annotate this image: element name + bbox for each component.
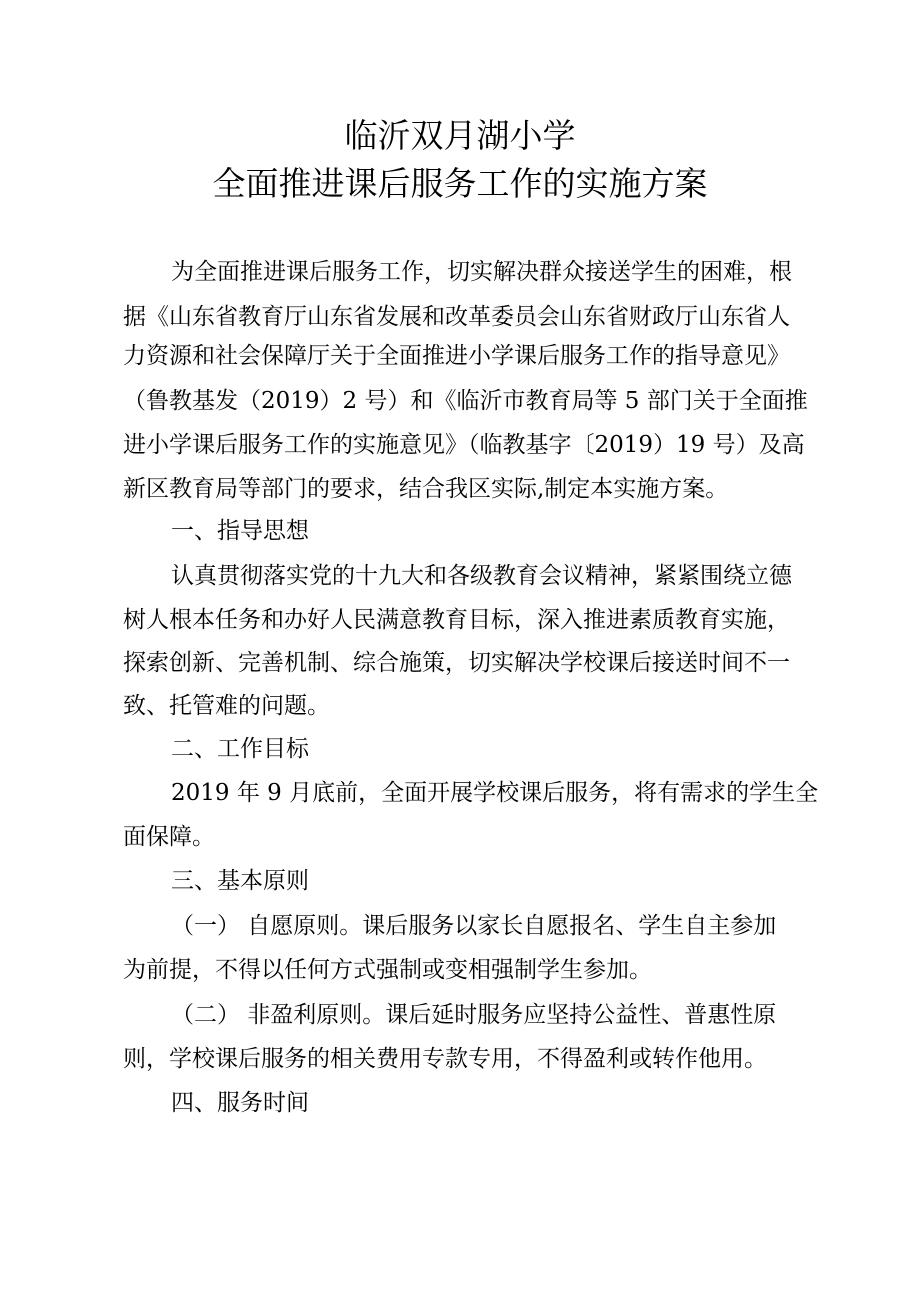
paragraph-line: 2019 年 9 月底前，全面开展学校课后服务，将有需求的学生全 bbox=[171, 780, 819, 806]
paragraph-line: 面保障。 bbox=[123, 824, 215, 850]
document-title-line-2: 全面推进课后服务工作的实施方案 bbox=[212, 164, 708, 203]
paragraph-line: 树人根本任务和办好人民满意教育目标，深入推进素质教育实施， bbox=[123, 607, 790, 633]
paragraph-line: （二） 非盈利原则。课后延时服务应坚持公益性、普惠性原 bbox=[171, 1002, 777, 1028]
section-heading: 三、基本原则 bbox=[171, 868, 309, 894]
paragraph-line: 探索创新、完善机制、综合施策，切实解决学校课后接送时间不一 bbox=[123, 650, 790, 676]
document-title-line-1: 临沂双月湖小学 bbox=[344, 116, 576, 155]
paragraph-line: 新区教育局等部门的要求，结合我区实际,制定本实施方案。 bbox=[123, 476, 729, 502]
paragraph-line: （一） 自愿原则。课后服务以家长自愿报名、学生自主参加 bbox=[171, 913, 777, 939]
paragraph-line: 进小学课后服务工作的实施意见》（临教基字〔2019）19 号）及高 bbox=[123, 432, 805, 458]
section-heading: 二、工作目标 bbox=[171, 736, 309, 762]
paragraph-line: 为前提，不得以任何方式强制或变相强制学生参加。 bbox=[123, 957, 652, 983]
paragraph-line: 则，学校课后服务的相关费用专款专用，不得盈利或转作他用。 bbox=[123, 1046, 767, 1072]
paragraph-line: 力资源和社会保障厅关于全面推进小学课后服务工作的指导意见》 bbox=[123, 343, 790, 369]
section-heading: 四、服务时间 bbox=[171, 1090, 309, 1116]
paragraph-line: 致、托管难的问题。 bbox=[123, 693, 330, 719]
paragraph-line: 据《山东省教育厅山东省发展和改革委员会山东省财政厅山东省人 bbox=[123, 304, 790, 330]
section-heading: 一、指导思想 bbox=[171, 518, 309, 544]
paragraph-line: 为全面推进课后服务工作，切实解决群众接送学生的困难，根 bbox=[171, 259, 792, 285]
paragraph-line: （鲁教基发（2019）2 号）和《临沂市教育局等 5 部门关于全面推 bbox=[123, 388, 808, 414]
paragraph-line: 认真贯彻落实党的十九大和各级教育会议精神，紧紧围绕立德 bbox=[171, 563, 792, 589]
